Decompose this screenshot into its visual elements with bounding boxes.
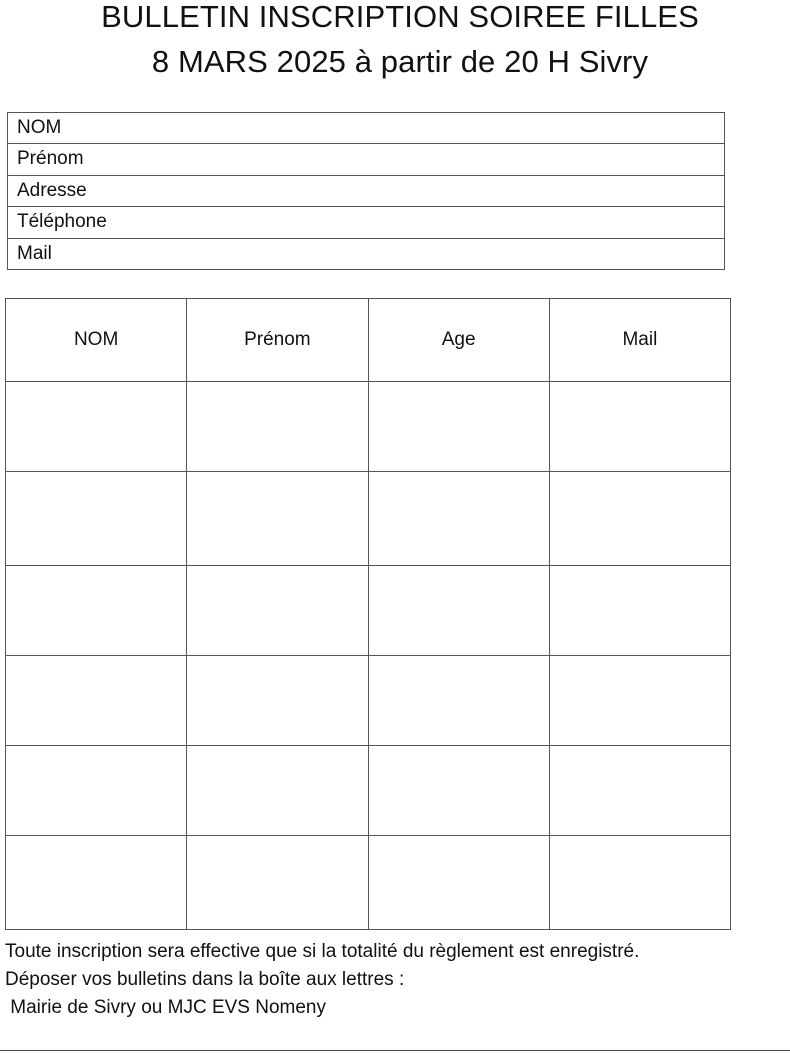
table-cell[interactable] [549, 566, 730, 656]
info-field-prenom[interactable]: Prénom [8, 144, 724, 175]
table-cell[interactable] [187, 656, 368, 746]
page-bottom-divider [0, 1050, 790, 1051]
footer-drop-locations: Mairie de Sivry ou MJC EVS Nomeny [5, 997, 326, 1018]
table-cell[interactable] [6, 836, 187, 930]
column-header-nom: NOM [6, 299, 187, 382]
table-cell[interactable] [368, 656, 549, 746]
table-cell[interactable] [187, 836, 368, 930]
table-cell[interactable] [368, 472, 549, 566]
column-header-mail: Mail [549, 299, 730, 382]
table-cell[interactable] [187, 382, 368, 472]
table-cell[interactable] [187, 472, 368, 566]
table-cell[interactable] [368, 566, 549, 656]
personal-info-table [7, 112, 725, 270]
table-cell[interactable] [6, 566, 187, 656]
table-cell[interactable] [187, 746, 368, 836]
info-field-mail[interactable]: Mail [8, 239, 724, 270]
column-header-prenom: Prénom [187, 299, 368, 382]
table-row [6, 566, 731, 656]
table-cell[interactable] [549, 836, 730, 930]
table-cell[interactable] [368, 746, 549, 836]
footer-drop-instructions: Déposer vos bulletins dans la boîte aux lettres : [5, 969, 405, 990]
participants-table [5, 298, 731, 930]
footer-payment-notice: Toute inscription sera effective que si la totalité du règlement est enregistré. [5, 941, 640, 962]
table-row [6, 836, 731, 930]
table-cell[interactable] [549, 382, 730, 472]
info-field-telephone[interactable]: Téléphone [8, 207, 724, 238]
table-cell[interactable] [6, 382, 187, 472]
table-row [6, 746, 731, 836]
table-cell[interactable] [368, 382, 549, 472]
table-header-row [6, 299, 731, 382]
table-row [6, 656, 731, 746]
table-row [6, 382, 731, 472]
table-cell[interactable] [368, 836, 549, 930]
table-cell[interactable] [549, 472, 730, 566]
info-field-adresse[interactable]: Adresse [8, 176, 724, 207]
table-cell[interactable] [549, 746, 730, 836]
table-cell[interactable] [187, 566, 368, 656]
table-cell[interactable] [6, 656, 187, 746]
table-row [6, 472, 731, 566]
document-title-line-2: 8 MARS 2025 à partir de 20 H Sivry [151, 44, 649, 79]
document-title-line-1: BULLETIN INSCRIPTION SOIREE FILLES [101, 0, 699, 34]
table-cell[interactable] [6, 472, 187, 566]
table-cell[interactable] [6, 746, 187, 836]
table-cell[interactable] [549, 656, 730, 746]
column-header-age: Age [368, 299, 549, 382]
info-field-nom[interactable]: NOM [8, 113, 724, 144]
